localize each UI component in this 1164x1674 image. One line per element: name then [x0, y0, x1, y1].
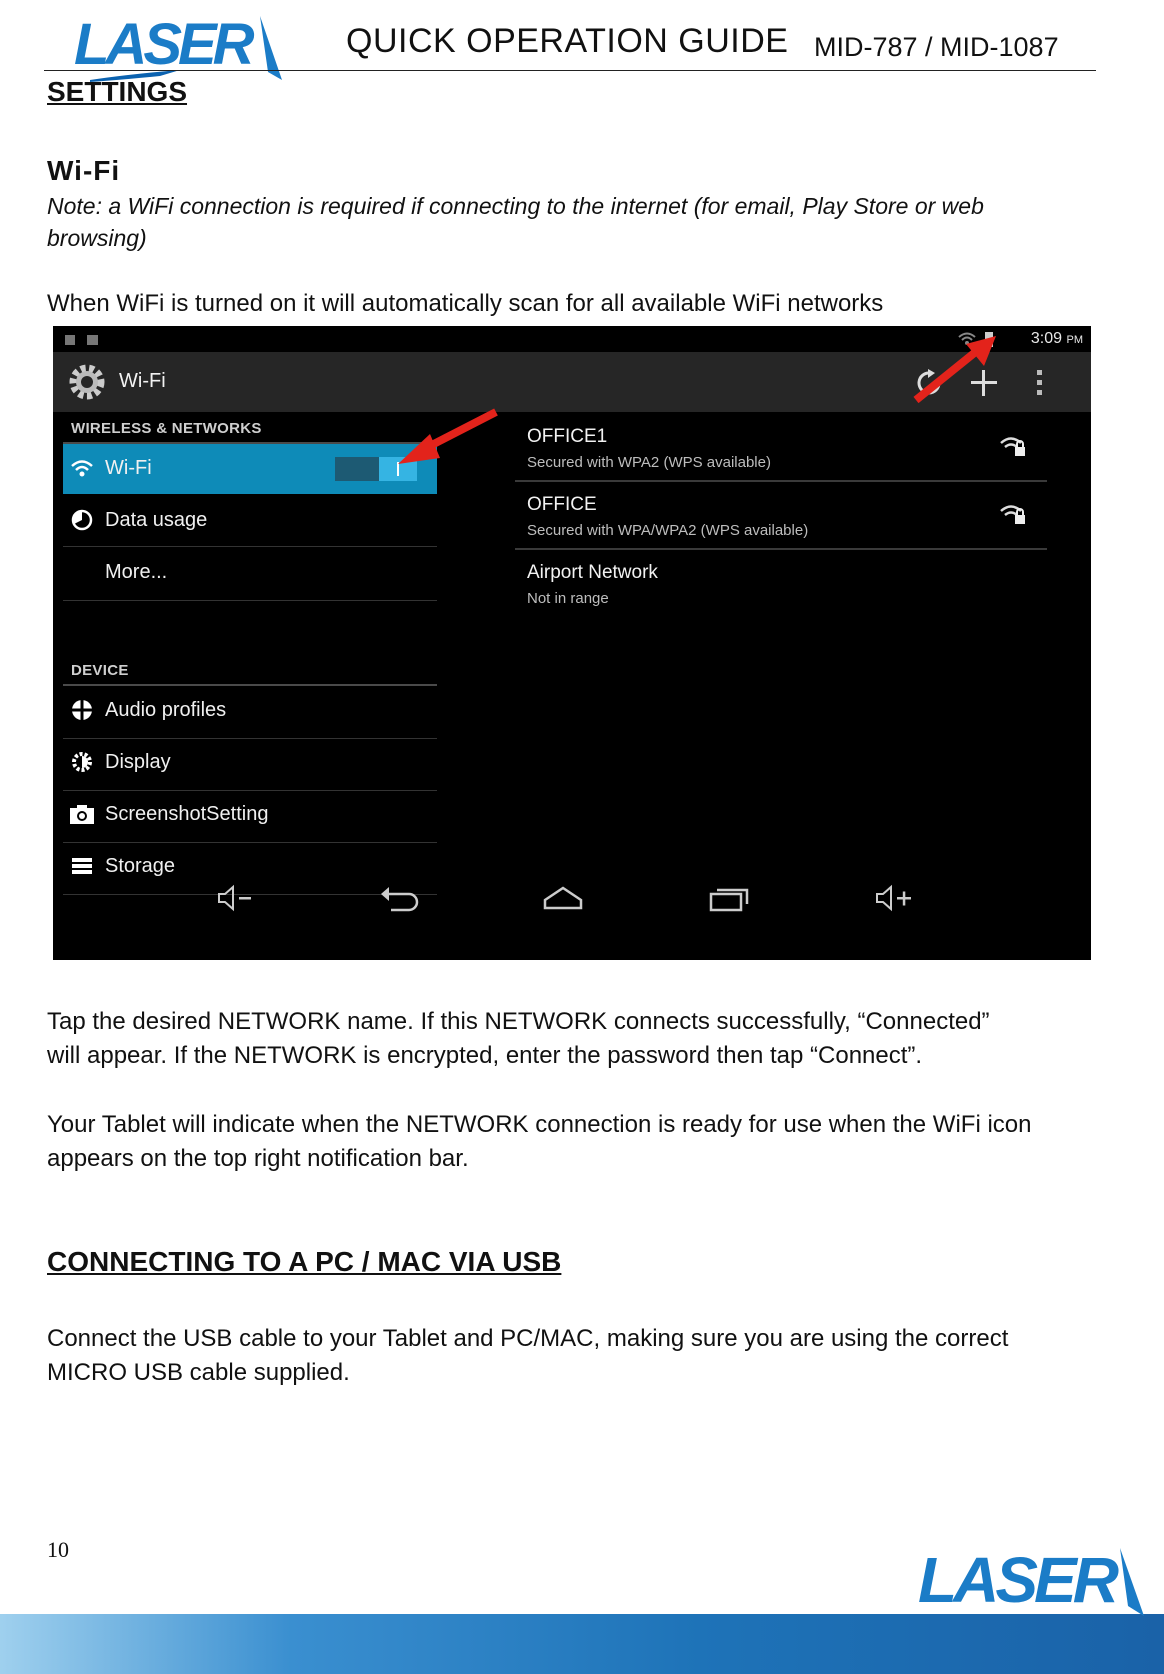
- settings-item-label: Wi-Fi: [105, 457, 152, 479]
- settings-item-label: Storage: [105, 855, 176, 877]
- navigation-bar: [53, 866, 1091, 960]
- model-number: MID-787 / MID-1087: [814, 32, 1059, 62]
- svg-text:LASER: LASER: [74, 12, 251, 77]
- camera-icon: [69, 803, 95, 825]
- wireless-section-header: WIRELESS & NETWORKS: [71, 420, 262, 437]
- usb-heading: CONNECTING TO A PC / MAC VIA USB: [47, 1246, 562, 1277]
- footer-bar: [0, 1614, 1164, 1674]
- settings-item-display[interactable]: [63, 738, 437, 788]
- action-bar-title: Wi-Fi: [119, 370, 166, 392]
- back-icon[interactable]: [377, 882, 421, 914]
- wifi-note-line1: Note: a WiFi connection is required if connecting to the internet (for email, Play Store or web: [47, 193, 984, 219]
- settings-heading: SETTINGS: [47, 76, 188, 107]
- header-rule: [44, 70, 1096, 71]
- network-status: Not in range: [527, 590, 609, 607]
- wifi-note: [47, 190, 1087, 254]
- wifi-scan-text: When WiFi is turned on it will automatically scan for all available WiFi networks: [47, 290, 884, 317]
- device-section-header: DEVICE: [71, 662, 129, 679]
- usb-line1: Connect the USB cable to your Tablet and PC/MAC, making sure you are using the correct: [47, 1325, 1009, 1352]
- wifi-heading: Wi-Fi: [47, 155, 121, 186]
- settings-item-label: Display: [105, 751, 171, 773]
- usb-text: [47, 1322, 1117, 1390]
- network-name: Airport Network: [527, 562, 658, 583]
- settings-item-label: Audio profiles: [105, 699, 227, 721]
- volume-up-icon[interactable]: [873, 882, 917, 914]
- settings-item-label: More...: [105, 561, 168, 583]
- tap-network-line1: Tap the desired NETWORK name. If this NETWORK connects successfully, “Connected”: [47, 1008, 990, 1035]
- settings-item-screenshot[interactable]: [63, 790, 437, 840]
- network-status: Secured with WPA/WPA2 (WPS available): [527, 522, 809, 539]
- tap-network-text: [47, 1005, 1117, 1073]
- annotation-arrows: [0, 300, 1164, 720]
- ready-line2: appears on the top right notification bar.: [47, 1145, 469, 1172]
- recents-icon[interactable]: [707, 882, 751, 914]
- svg-text:LASER: LASER: [918, 1544, 1115, 1616]
- page-number: 10: [47, 1537, 69, 1562]
- tap-network-line2: will appear. If the NETWORK is encrypted, enter the password then tap “Connect”.: [47, 1042, 923, 1069]
- laser-logo-footer: [912, 1540, 1152, 1620]
- ready-line1: Your Tablet will indicate when the NETWORK connection is ready for use when the WiFi icon: [47, 1111, 1032, 1138]
- settings-item-label: ScreenshotSetting: [105, 803, 269, 825]
- arrow-to-wifi-status-icon: [916, 336, 996, 400]
- ready-text: [47, 1108, 1117, 1176]
- volume-down-icon[interactable]: [215, 882, 259, 914]
- network-name: OFFICE: [527, 494, 597, 515]
- display-icon: [71, 751, 93, 773]
- network-name: OFFICE1: [527, 426, 608, 447]
- status-ampm: PM: [1066, 334, 1083, 346]
- status-time-value: 3:09: [1030, 330, 1063, 347]
- network-status: Secured with WPA2 (WPS available): [527, 454, 771, 471]
- guide-title: QUICK OPERATION GUIDE: [346, 22, 789, 60]
- settings-item-label: Data usage: [105, 509, 208, 531]
- usb-line2: MICRO USB cable supplied.: [47, 1359, 350, 1386]
- laser-logo: [70, 10, 290, 84]
- wifi-note-line2: browsing): [47, 225, 147, 251]
- home-icon[interactable]: [541, 882, 585, 914]
- arrow-to-toggle-icon: [398, 412, 496, 464]
